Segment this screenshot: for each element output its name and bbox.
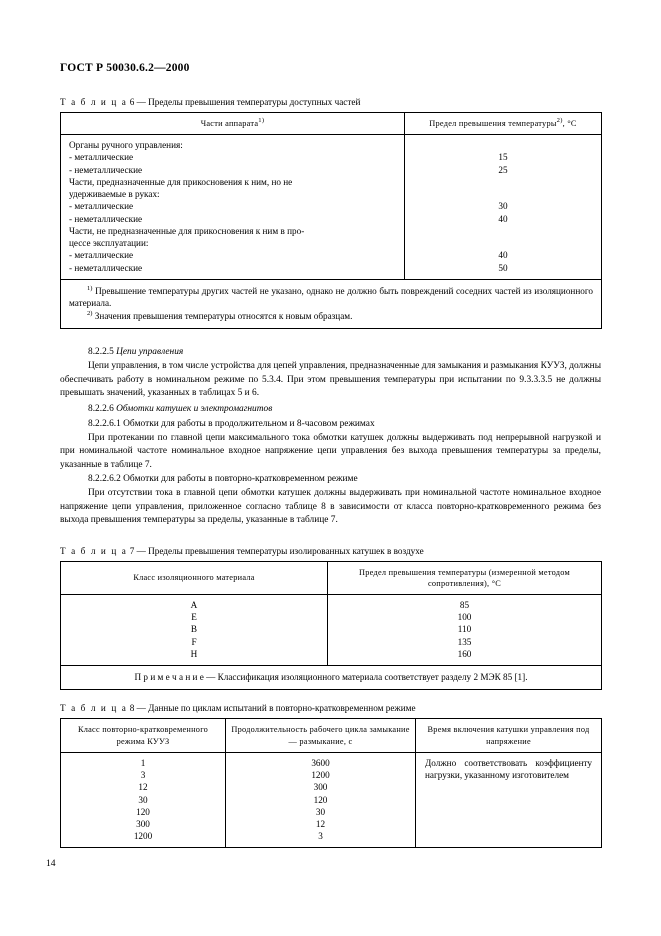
table-7-limit-value: 160 — [457, 648, 472, 659]
table-6-parts-list — [61, 135, 404, 279]
table-6-part-label: - неметаллические — [69, 213, 143, 224]
clause-8-2-2-6-1-heading: 8.2.2.6.1 Обмотки для работы в продолжительном и 8-часовом режимах — [88, 418, 375, 429]
table-6-caption-dash: — — [136, 97, 146, 107]
table-7-class-value: Е — [191, 612, 197, 623]
table-8-header-row — [61, 719, 602, 752]
table-8-class-value: 120 — [136, 806, 150, 817]
table-6-limit-list — [405, 135, 601, 279]
table-7-header-class-label: Класс изоляционного материала — [133, 572, 255, 582]
table-8-caption-dash: — — [136, 703, 146, 714]
table-8-class-value: 12 — [138, 782, 148, 793]
table-6-header-limit-footnote-marker: 2) — [556, 117, 563, 125]
clause-8-2-2-6-heading — [60, 403, 601, 416]
table-7-note-cell — [61, 666, 602, 690]
table-6-part-label: удерживаемые в руках: — [69, 189, 160, 200]
table-7-body-row — [61, 594, 602, 665]
table-6-part-label: - неметаллические — [69, 164, 143, 175]
table-8-caption-label: Т а б л и ц а — [60, 703, 128, 714]
table-6-part-label: цессе эксплуатации: — [69, 238, 149, 249]
table-7-class-list — [61, 595, 327, 665]
table-8-duration-value: 3 — [318, 831, 323, 842]
table-6-footnote-text: Значения превышения температуры относятся к новым образцам. — [94, 310, 353, 321]
table-7-note-text: П р и м е ч а н и е — Классификация изоляционного материала соответствует разделу 2 МЭК 85 [1]. — [134, 672, 528, 683]
table-8-on-time-text: Должно соответствовать коэффициенту нагрузки, указанному изготовителем — [425, 757, 592, 781]
table-8-class-value: 1200 — [133, 831, 153, 842]
table-7-header-class — [61, 561, 328, 594]
table-6-header-parts — [61, 113, 405, 135]
table-6-footnote-marker: 1) — [87, 284, 93, 292]
table-6-limit-cell — [405, 135, 602, 280]
table-8-class-value: 3 — [140, 770, 146, 781]
table-8-duration-value: 3600 — [311, 757, 330, 768]
page-content — [60, 62, 601, 848]
table-7-limit-value: 135 — [457, 636, 472, 647]
table-8 — [60, 718, 602, 848]
table-7-limit-value: 100 — [457, 612, 472, 623]
table-7-caption-number: 7 — [129, 545, 135, 556]
table-6-header-limit-unit: , °С — [562, 119, 577, 128]
table-7-class-cell — [61, 594, 328, 665]
table-8-class-cell — [61, 752, 226, 848]
table-6-limit-value: 50 — [498, 262, 508, 273]
clause-8-2-2-6-2-paragraph: При отсутствии тока в главной цепи обмотки катушек должны выдерживать при номинальной частоте номинальное входное напряжение цепи управления, приложенное согласно таблице 8 в зависимости от класса повторно-кратковременного режима без выхода превышения температуры за пределы, указанные в таблице 7. — [60, 488, 601, 526]
clause-8-2-2-5-number: 8.2.2.5 — [88, 347, 114, 358]
table-8-class-value: 300 — [136, 819, 150, 830]
clause-8-2-2-5-title: Цепи управления — [116, 347, 184, 358]
table-6-caption — [60, 97, 601, 107]
table-6-header-parts-footnote-marker: 1) — [258, 117, 265, 125]
table-6 — [60, 112, 602, 329]
table-6-part-label: Органы ручного управления: — [69, 140, 183, 151]
table-8-header-on-time — [416, 719, 602, 752]
table-6-part-label: - неметаллические — [69, 262, 143, 273]
table-7-caption-title: Пределы превышения температуры изолированных катушек в воздухе — [148, 545, 424, 556]
table-8-class-value: 30 — [138, 794, 148, 805]
table-6-footnote-text: Превышение температуры других частей не указано, однако не должно быть повреждений соседних частей из изоляционного материала. — [69, 285, 593, 309]
table-7-class-value: Н — [190, 648, 198, 659]
table-8-duration-value: 12 — [315, 819, 326, 830]
table-8-duration-value: 120 — [313, 794, 328, 805]
table-7-caption — [60, 546, 601, 556]
table-8-duration-cell — [226, 752, 416, 848]
table-8-caption-title: Данные по циклам испытаний в повторно-кратковременном режиме — [148, 703, 416, 714]
table-6-limit-value: 40 — [498, 250, 508, 261]
table-6-footnotes-row — [61, 279, 602, 328]
table-6-footnote-item — [69, 310, 593, 322]
table-6-footnote-item — [69, 285, 593, 310]
document-standard-id: ГОСТ Р 50030.6.2—2000 — [60, 62, 190, 74]
table-8-caption-number: 8 — [129, 703, 135, 714]
table-8-duration-value: 300 — [313, 782, 328, 793]
clause-8-2-2-5-heading — [60, 346, 601, 359]
table-6-parts-cell — [61, 135, 405, 280]
clause-8-2-2-6-2-heading: 8.2.2.6.2 Обмотки для работы в повторно-кратковременном режиме — [88, 474, 358, 485]
table-6-caption-number: 6 — [129, 97, 135, 107]
table-8-caption — [60, 703, 601, 713]
table-6-header-parts-label: Части аппарата — [200, 119, 259, 128]
table-6-limit-value: 25 — [498, 164, 508, 175]
table-6-caption-label: Т а б л и ц а — [60, 97, 128, 107]
table-7-header-row — [61, 561, 602, 594]
clause-8-2-2-5-section — [60, 346, 601, 400]
clause-8-2-2-5-paragraph: Цепи управления, в том числе устройства для цепей управления, предназначенные для замыкания и размыкания КУУЗ, должны обеспечивать работу в номинальном режиме по 5.3.4. При этом превышения температуры при испытании по 9.3.3.3.5 не должны превышать значений, указанных в таблицах 5 и 6. — [60, 361, 601, 399]
table-7-caption-dash: — — [136, 545, 146, 556]
table-8-class-value: 1 — [140, 757, 146, 768]
spacer — [60, 529, 601, 546]
table-8-header-duration-label: Продолжительность рабочего цикла замыкание — размыкание, с — [231, 725, 410, 746]
table-7-limit-cell — [328, 594, 602, 665]
page-number: 14 — [46, 858, 56, 869]
table-8-header-on-time-label: Время включения катушки управления под напряжение — [427, 725, 590, 746]
table-6-header-limit-label: Предел превышения температуры — [429, 119, 557, 128]
table-6-part-label: Части, не предназначенные для прикосновения к ним в про- — [69, 225, 305, 236]
table-8-class-list — [61, 753, 225, 848]
table-8-duration-value: 1200 — [311, 770, 330, 781]
table-7-limit-list — [328, 595, 601, 665]
table-7-limit-value: 85 — [459, 599, 470, 610]
table-6-footnote-marker: 2) — [87, 309, 93, 317]
table-8-on-time-cell — [416, 752, 602, 848]
table-6-part-label: - металлические — [69, 152, 134, 163]
table-8-header-class — [61, 719, 226, 752]
clause-8-2-2-6-title: Обмотки катушек и электромагнитов — [116, 404, 273, 415]
table-6-header-limit — [405, 113, 602, 135]
clause-8-2-2-6-1-paragraph: При протекании по главной цепи максимального тока обмотки катушек должны выдерживать под непрерывной нагрузкой и при номинальной частоте номинальное входное напряжение цепи управления без выхода превышения температуры за пределы, указанные в таблице 7. — [60, 433, 601, 470]
table-6-part-label: - металлические — [69, 201, 134, 212]
clause-8-2-2-6-section — [60, 403, 601, 527]
table-6-footnotes-cell — [61, 279, 602, 328]
table-8-header-class-label: Класс повторно-кратковременного режима КУУЗ — [77, 725, 209, 746]
table-8-duration-list — [226, 753, 415, 848]
table-7 — [60, 561, 602, 691]
table-7-note-row — [61, 666, 602, 690]
clause-8-2-2-6-number: 8.2.2.6 — [88, 404, 114, 415]
table-7-header-limit-label: Предел превышения температуры (измеренной методом сопротивления), °С — [359, 567, 570, 588]
table-7-limit-value: 110 — [457, 624, 472, 635]
table-8-duration-value: 30 — [315, 806, 326, 817]
table-6-header-row — [61, 113, 602, 135]
table-6-limit-value: 40 — [498, 213, 508, 224]
table-6-limit-value: 30 — [498, 201, 508, 212]
table-7-caption-label: Т а б л и ц а — [60, 545, 128, 556]
table-6-part-label: Части, предназначенные для прикосновения к ним, но не — [69, 176, 293, 187]
table-6-limit-value: 15 — [498, 152, 508, 163]
spacer — [60, 690, 601, 703]
table-7-class-value: В — [190, 624, 198, 635]
table-8-header-duration — [226, 719, 416, 752]
table-7-header-limit — [328, 561, 602, 594]
table-6-part-label: - металлические — [69, 250, 134, 261]
table-7-class-value: F — [191, 636, 197, 647]
table-6-footnotes — [61, 280, 601, 328]
table-6-caption-title: Пределы превышения температуры доступных частей — [148, 97, 361, 107]
table-6-body-row — [61, 135, 602, 280]
table-7-class-value: А — [190, 599, 198, 610]
table-8-body-row — [61, 752, 602, 848]
